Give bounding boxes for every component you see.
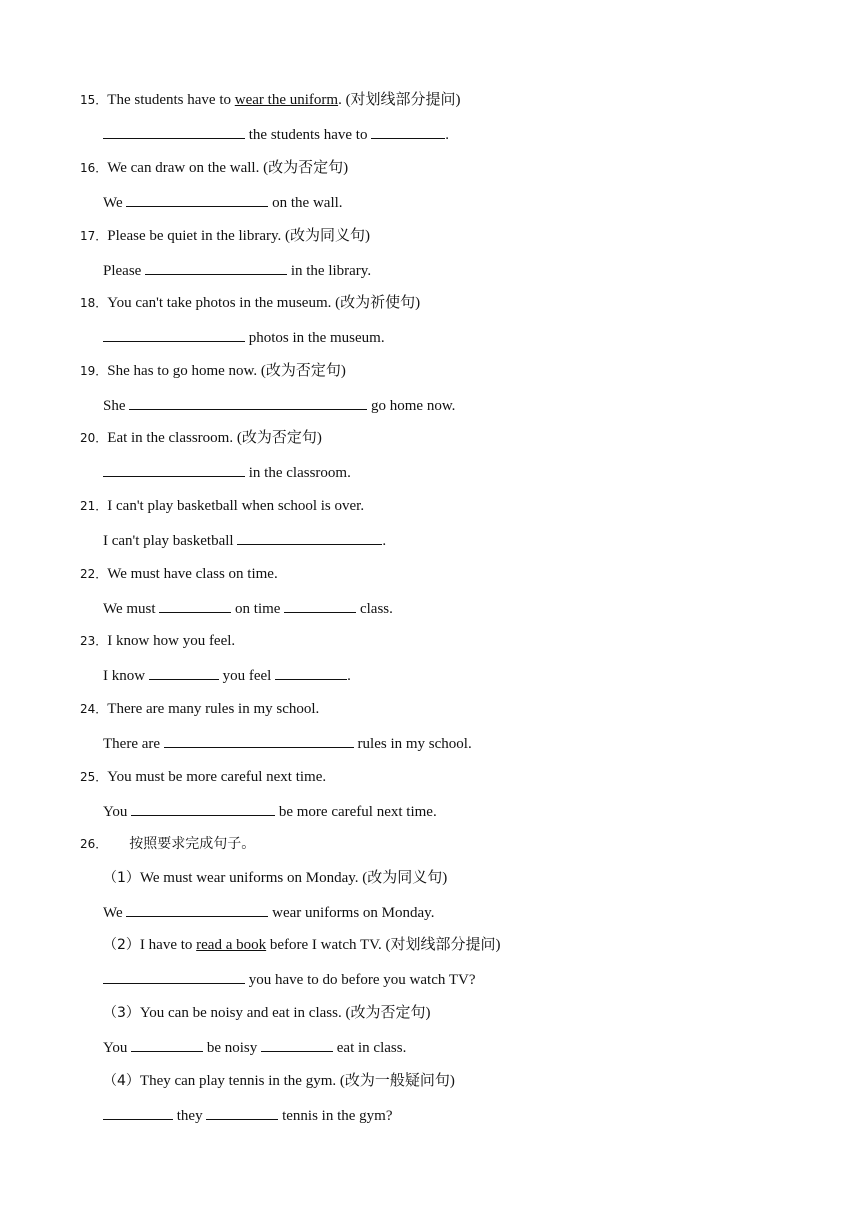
question-18-answer: photos in the museum. — [103, 327, 385, 347]
question-19-prompt: 19．She has to go home now. (改为否定句) — [80, 363, 346, 379]
answer-blank[interactable] — [164, 733, 354, 748]
answer-blank[interactable] — [129, 395, 367, 410]
question-16-answer: We on the wall. — [103, 192, 343, 212]
answer-blank[interactable] — [126, 192, 268, 207]
question-number: 21． — [80, 499, 108, 513]
question-number: 26． — [80, 837, 108, 851]
question-20-prompt: 20．Eat in the classroom. (改为否定句) — [80, 430, 322, 446]
answer-blank[interactable] — [103, 327, 245, 342]
question-20-answer: in the classroom. — [103, 462, 351, 482]
answer-blank[interactable] — [206, 1105, 278, 1120]
answer-blank[interactable] — [126, 902, 268, 917]
underlined-phrase: read a book — [196, 937, 267, 953]
subquestion-label: （2） — [103, 937, 140, 953]
question-17-prompt: 17．Please be quiet in the library. (改为同义句) — [80, 228, 370, 244]
question-number: 19． — [80, 364, 108, 378]
answer-blank[interactable] — [131, 1037, 203, 1052]
subquestion-2-prompt: （2）I have to read a book before I watch TV. (对划线部分提问) — [103, 937, 501, 953]
answer-blank[interactable] — [284, 598, 356, 613]
subquestion-1-answer: We wear uniforms on Monday. — [103, 902, 434, 922]
question-24-answer: There are rules in my school. — [103, 733, 472, 753]
question-25-answer: You be more careful next time. — [103, 801, 437, 821]
question-21-prompt: 21．I can't play basketball when school is over. — [80, 498, 365, 514]
question-22-answer: We must on time class. — [103, 598, 393, 618]
question-19-answer: She go home now. — [103, 395, 455, 415]
question-24-prompt: 24．There are many rules in my school. — [80, 701, 320, 717]
question-number: 16． — [80, 161, 108, 175]
answer-blank[interactable] — [145, 260, 287, 275]
subquestion-3-answer: You be noisy eat in class. — [103, 1037, 406, 1057]
question-17-answer: Please in the library. — [103, 260, 371, 280]
answer-blank[interactable] — [103, 124, 245, 139]
underlined-phrase: wear the uniform — [234, 92, 339, 108]
question-number: 18． — [80, 296, 108, 310]
question-22-prompt: 22．We must have class on time. — [80, 566, 278, 582]
question-18-prompt: 18．You can't take photos in the museum. (改为祈使句) — [80, 295, 421, 311]
subquestion-label: （3） — [103, 1005, 140, 1021]
subquestion-1-prompt: （1）We must wear uniforms on Monday. (改为同义句) — [103, 870, 448, 886]
answer-blank[interactable] — [103, 1105, 173, 1120]
question-number: 15． — [80, 93, 108, 107]
subquestion-4-answer: they tennis in the gym? — [103, 1105, 392, 1125]
answer-blank[interactable] — [371, 124, 445, 139]
answer-blank[interactable] — [275, 665, 347, 680]
question-23-answer: I know you feel . — [103, 665, 351, 685]
subquestion-3-prompt: （3）You can be noisy and eat in class. (改为否定句) — [103, 1005, 431, 1021]
question-15-answer: the students have to . — [103, 124, 449, 144]
answer-blank[interactable] — [131, 801, 275, 816]
answer-blank[interactable] — [149, 665, 219, 680]
question-number: 20． — [80, 431, 108, 445]
question-number: 22． — [80, 567, 108, 581]
subquestion-label: （4） — [103, 1073, 140, 1089]
answer-blank[interactable] — [237, 530, 382, 545]
question-26-prompt: 26． 按照要求完成句子。 — [80, 836, 256, 852]
question-number: 24． — [80, 702, 108, 716]
question-15-prompt: 15．The students have to wear the uniform. (对划线部分提问) — [80, 92, 461, 108]
answer-blank[interactable] — [261, 1037, 333, 1052]
answer-blank[interactable] — [103, 969, 245, 984]
answer-blank[interactable] — [103, 462, 245, 477]
question-16-prompt: 16．We can draw on the wall. (改为否定句) — [80, 160, 349, 176]
question-number: 17． — [80, 229, 108, 243]
question-number: 25． — [80, 770, 108, 784]
subquestion-4-prompt: （4）They can play tennis in the gym. (改为一般疑问句) — [103, 1073, 455, 1089]
subquestion-label: （1） — [103, 870, 140, 886]
question-21-answer: I can't play basketball . — [103, 530, 386, 550]
subquestion-2-answer: you have to do before you watch TV? — [103, 969, 476, 989]
question-number: 23． — [80, 634, 108, 648]
answer-blank[interactable] — [159, 598, 231, 613]
question-23-prompt: 23．I know how you feel. — [80, 633, 236, 649]
question-25-prompt: 25．You must be more careful next time. — [80, 769, 327, 785]
